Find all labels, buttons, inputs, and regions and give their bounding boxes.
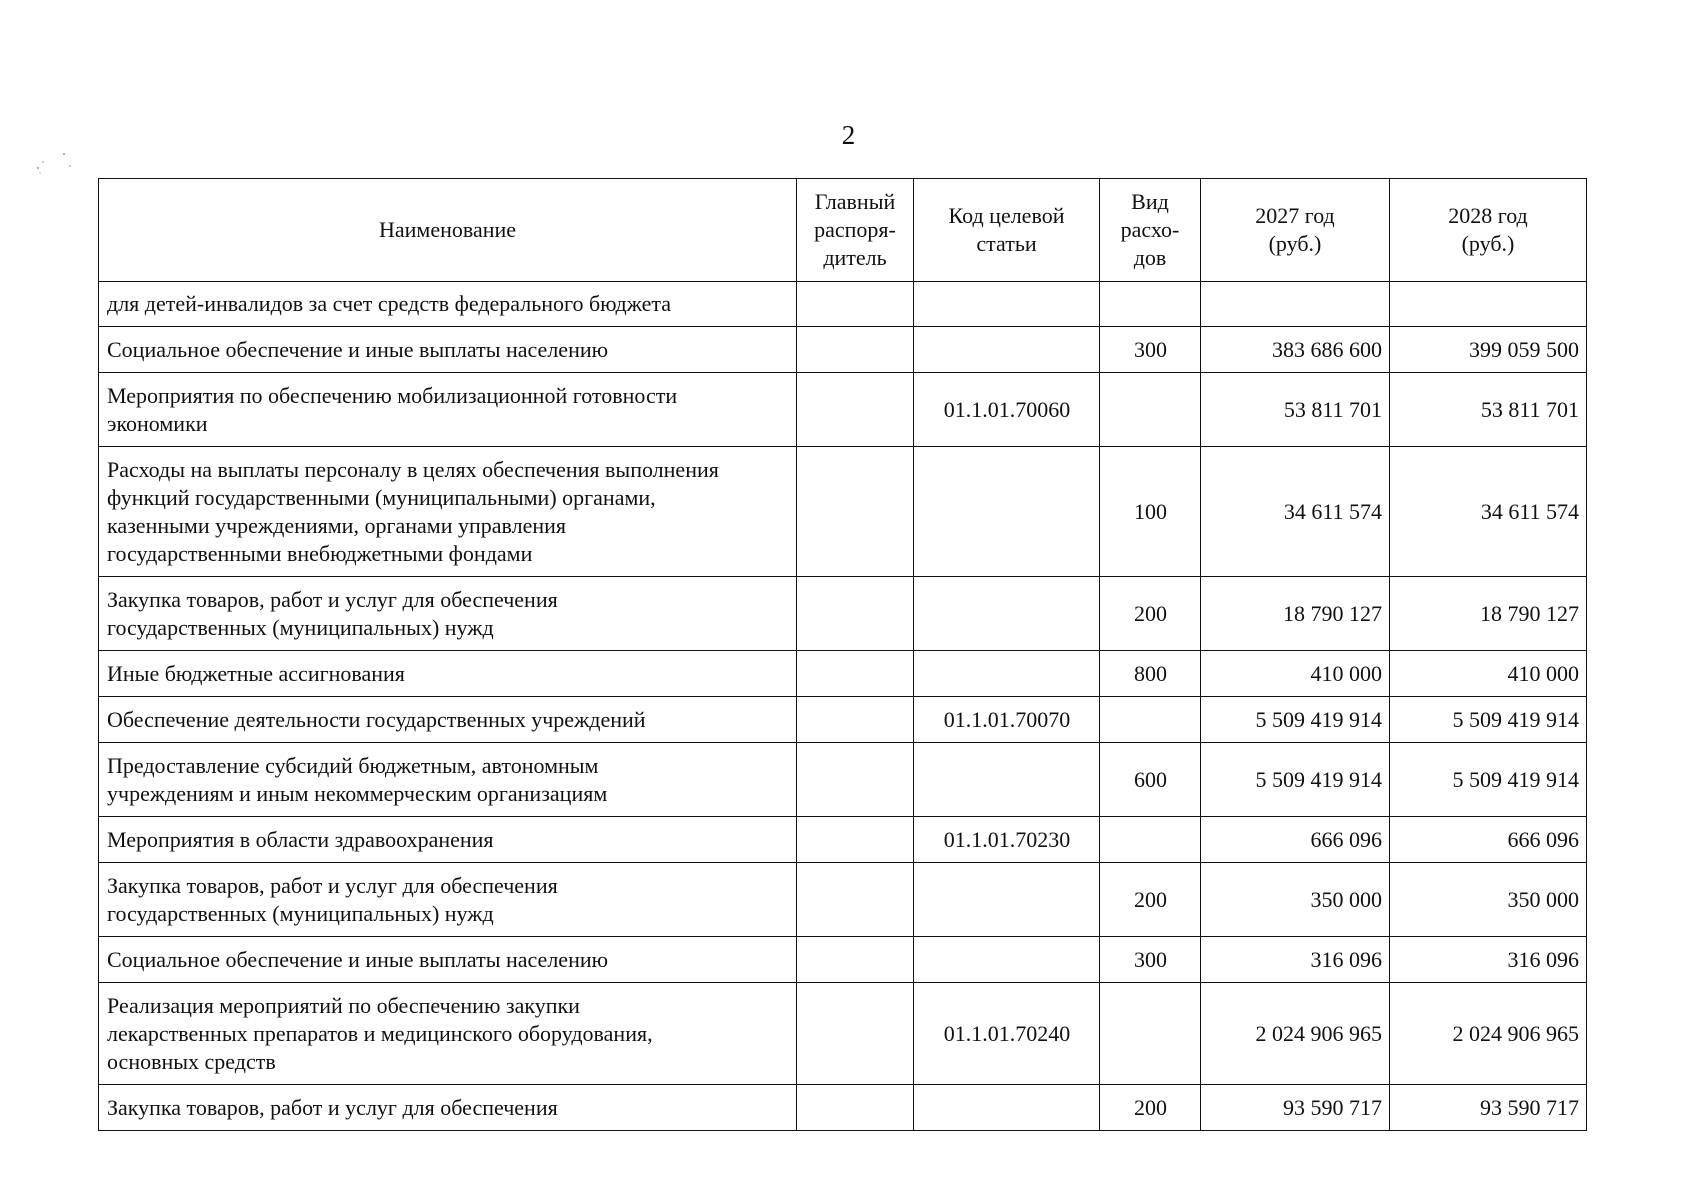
row-2027: 350 000 — [1201, 863, 1390, 937]
row-expense-type: 800 — [1100, 651, 1201, 697]
row-manager — [797, 743, 914, 817]
row-expense-type: 200 — [1100, 863, 1201, 937]
scan-specks — [34, 148, 74, 188]
row-2028: 93 590 717 — [1390, 1085, 1587, 1131]
row-code: 01.1.01.70230 — [914, 817, 1100, 863]
row-2027 — [1201, 282, 1390, 327]
row-code: 01.1.01.70070 — [914, 697, 1100, 743]
row-2028: 53 811 701 — [1390, 373, 1587, 447]
row-name: Мероприятия по обеспечению мобилизационной готовности экономики — [99, 373, 797, 447]
row-code — [914, 651, 1100, 697]
row-2027: 410 000 — [1201, 651, 1390, 697]
row-2027: 2 024 906 965 — [1201, 983, 1390, 1085]
budget-table — [98, 178, 1587, 1131]
row-expense-type: 200 — [1100, 1085, 1201, 1131]
header-code: Код целевой статьи — [914, 179, 1100, 282]
row-manager — [797, 1085, 914, 1131]
table-row — [99, 743, 1587, 817]
row-2028: 399 059 500 — [1390, 327, 1587, 373]
table-row — [99, 651, 1587, 697]
row-2027: 53 811 701 — [1201, 373, 1390, 447]
row-expense-type — [1100, 282, 1201, 327]
table-row — [99, 1085, 1587, 1131]
row-manager — [797, 373, 914, 447]
row-2028: 5 509 419 914 — [1390, 743, 1587, 817]
row-2028: 18 790 127 — [1390, 577, 1587, 651]
header-name: Наименование — [99, 179, 797, 282]
row-2027: 18 790 127 — [1201, 577, 1390, 651]
row-expense-type: 100 — [1100, 447, 1201, 577]
row-code — [914, 863, 1100, 937]
header-expense-type: Вид расхо- дов — [1100, 179, 1201, 282]
row-name: Реализация мероприятий по обеспечению закупки лекарственных препаратов и медицинского оборудования, основных средств — [99, 983, 797, 1085]
header-manager: Главный распоря- дитель — [797, 179, 914, 282]
table-row — [99, 577, 1587, 651]
table-row — [99, 327, 1587, 373]
table-row — [99, 937, 1587, 983]
row-code — [914, 282, 1100, 327]
table-row — [99, 447, 1587, 577]
row-expense-type — [1100, 817, 1201, 863]
row-manager — [797, 447, 914, 577]
row-expense-type: 300 — [1100, 937, 1201, 983]
row-2028: 666 096 — [1390, 817, 1587, 863]
row-2027: 5 509 419 914 — [1201, 743, 1390, 817]
table-row — [99, 697, 1587, 743]
row-2028: 316 096 — [1390, 937, 1587, 983]
row-code: 01.1.01.70060 — [914, 373, 1100, 447]
row-2028: 2 024 906 965 — [1390, 983, 1587, 1085]
row-2027: 34 611 574 — [1201, 447, 1390, 577]
row-manager — [797, 937, 914, 983]
row-2027: 666 096 — [1201, 817, 1390, 863]
header-2027: 2027 год (руб.) — [1201, 179, 1390, 282]
row-expense-type — [1100, 697, 1201, 743]
row-manager — [797, 817, 914, 863]
row-expense-type — [1100, 373, 1201, 447]
row-2027: 93 590 717 — [1201, 1085, 1390, 1131]
row-manager — [797, 651, 914, 697]
row-code — [914, 743, 1100, 817]
row-code — [914, 937, 1100, 983]
row-expense-type — [1100, 983, 1201, 1085]
row-name: Предоставление субсидий бюджетным, автономным учреждениям и иным некоммерческим организациям — [99, 743, 797, 817]
row-name: Мероприятия в области здравоохранения — [99, 817, 797, 863]
page-number: 2 — [841, 120, 856, 150]
row-code — [914, 447, 1100, 577]
table-row — [99, 373, 1587, 447]
row-name: Социальное обеспечение и иные выплаты населению — [99, 327, 797, 373]
row-2028: 410 000 — [1390, 651, 1587, 697]
row-name: Расходы на выплаты персоналу в целях обеспечения выполнения функций государственными (муниципальными) органами, казенными учреждениями, органами управления государственными внебюджетными фондами — [99, 447, 797, 577]
table-row — [99, 983, 1587, 1085]
row-2028: 5 509 419 914 — [1390, 697, 1587, 743]
row-code — [914, 577, 1100, 651]
row-name: Обеспечение деятельности государственных учреждений — [99, 697, 797, 743]
row-name: Закупка товаров, работ и услуг для обеспечения государственных (муниципальных) нужд — [99, 577, 797, 651]
row-expense-type: 200 — [1100, 577, 1201, 651]
row-2028: 350 000 — [1390, 863, 1587, 937]
row-name: Иные бюджетные ассигнования — [99, 651, 797, 697]
table-row — [99, 282, 1587, 327]
row-2027: 316 096 — [1201, 937, 1390, 983]
table-row — [99, 863, 1587, 937]
row-code — [914, 1085, 1100, 1131]
header-2028: 2028 год (руб.) — [1390, 179, 1587, 282]
row-code: 01.1.01.70240 — [914, 983, 1100, 1085]
row-name: Закупка товаров, работ и услуг для обеспечения — [99, 1085, 797, 1131]
row-manager — [797, 327, 914, 373]
row-manager — [797, 863, 914, 937]
row-code — [914, 327, 1100, 373]
row-2027: 5 509 419 914 — [1201, 697, 1390, 743]
row-name: Социальное обеспечение и иные выплаты населению — [99, 937, 797, 983]
row-name: Закупка товаров, работ и услуг для обеспечения государственных (муниципальных) нужд — [99, 863, 797, 937]
table-row — [99, 817, 1587, 863]
row-manager — [797, 983, 914, 1085]
row-expense-type: 300 — [1100, 327, 1201, 373]
row-2027: 383 686 600 — [1201, 327, 1390, 373]
row-2028: 34 611 574 — [1390, 447, 1587, 577]
row-2028 — [1390, 282, 1587, 327]
row-expense-type: 600 — [1100, 743, 1201, 817]
row-manager — [797, 577, 914, 651]
row-name: для детей-инвалидов за счет средств федерального бюджета — [99, 282, 797, 327]
table-header-row — [99, 179, 1587, 282]
row-manager — [797, 697, 914, 743]
row-manager — [797, 282, 914, 327]
